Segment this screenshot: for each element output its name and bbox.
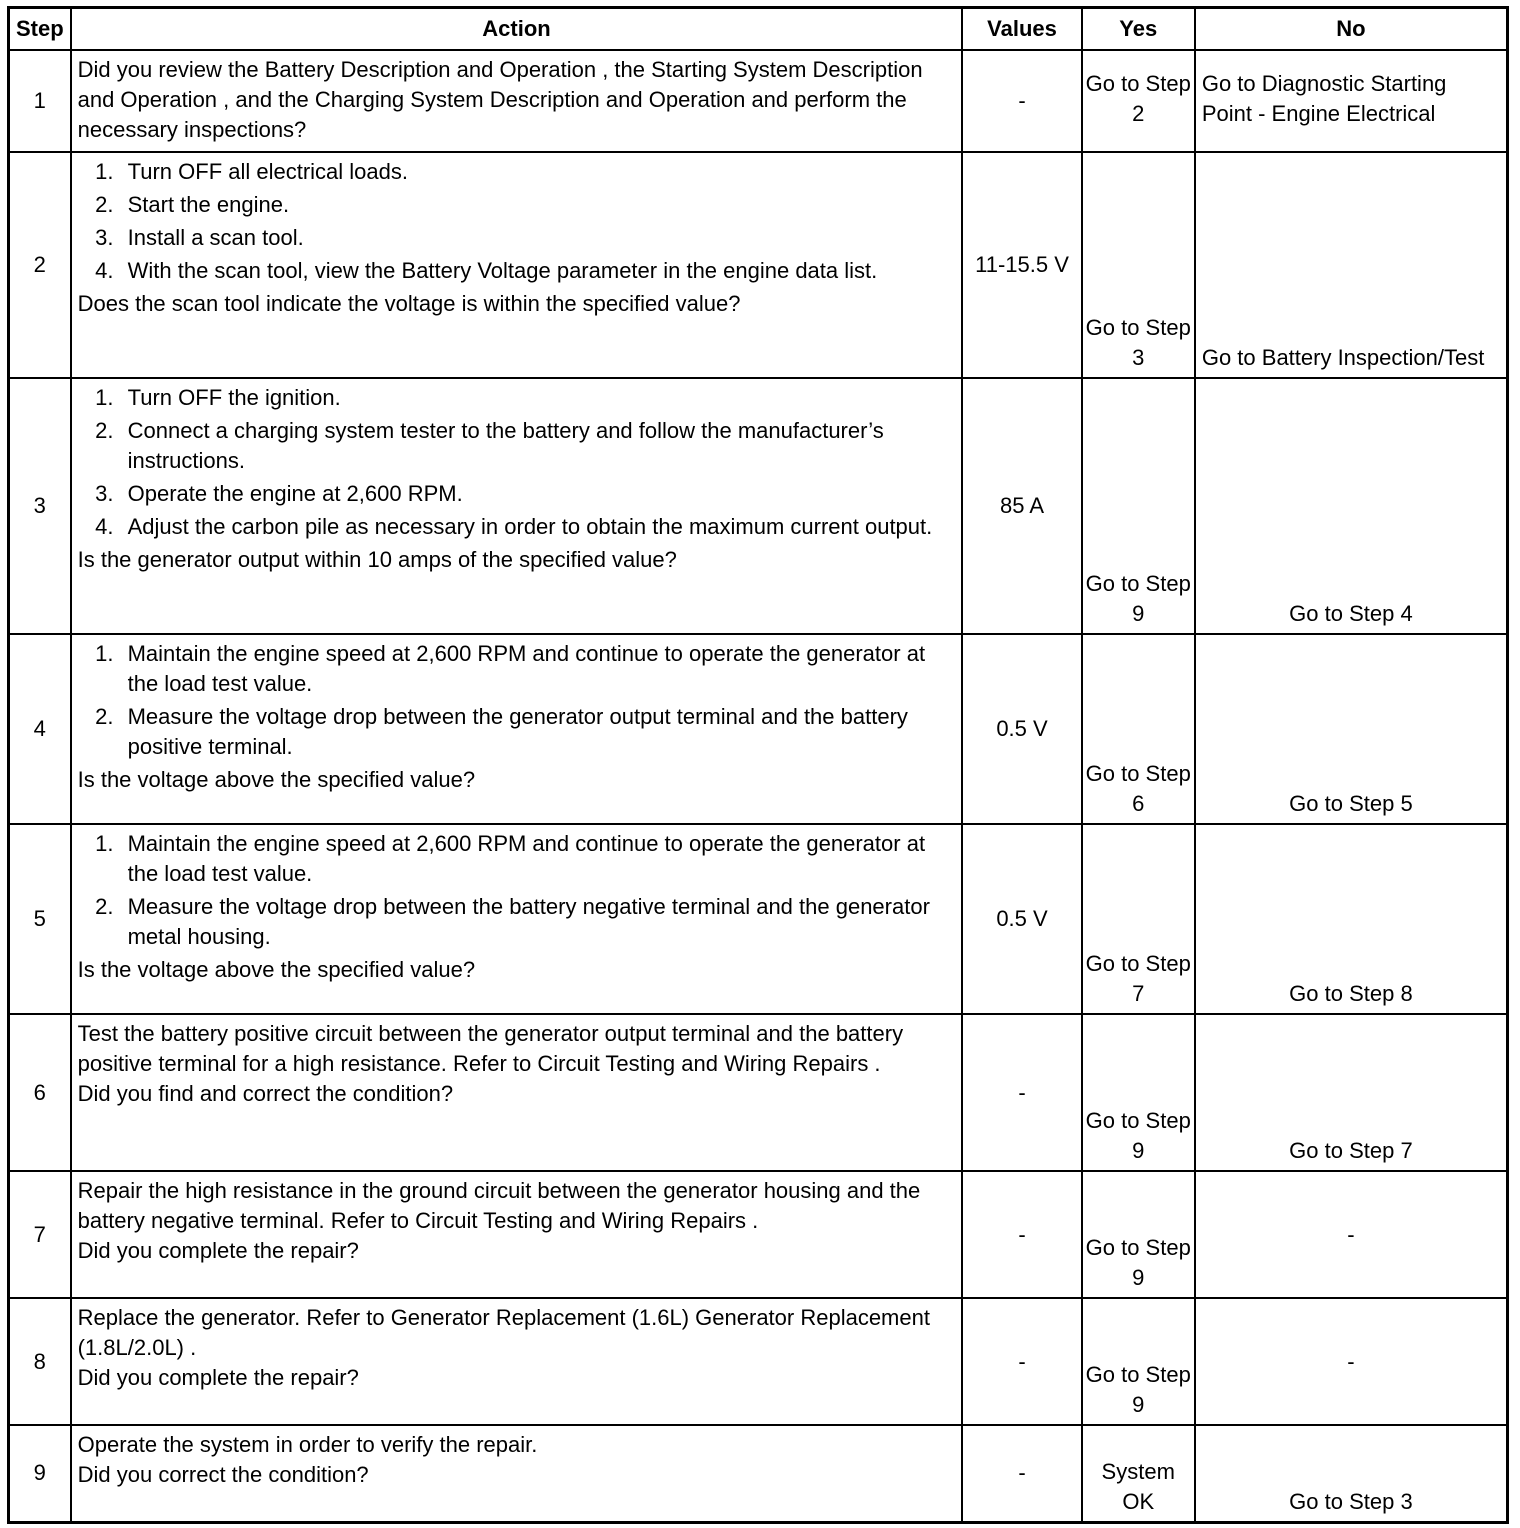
table-row <box>9 1171 1508 1298</box>
no-link[interactable]: Go to Step 7 <box>1195 1014 1508 1171</box>
table-row <box>9 1014 1508 1171</box>
question-text: Did you complete the repair? <box>77 1365 359 1390</box>
value-cell: 0.5 V <box>962 824 1081 1014</box>
question-text: Is the voltage above the specified value? <box>77 957 476 982</box>
action-text: Repair the high resistance in the ground circuit between the generator housing and the battery negative terminal. Refer to Circuit Testing and Wiring Repairs . <box>77 1178 921 1233</box>
procedure-step: 1. Maintain the engine speed at 2,600 RPM and continue to operate the generator at the load test value. <box>120 829 956 889</box>
action-cell <box>71 824 963 1014</box>
procedure-step: 4. Adjust the carbon pile as necessary in order to obtain the maximum current output. <box>120 512 956 542</box>
value-cell: - <box>962 1425 1081 1522</box>
procedure-list <box>78 639 956 762</box>
yes-link[interactable]: Go to Step 9 <box>1082 1171 1195 1298</box>
value-cell: - <box>962 1298 1081 1425</box>
step-number: 8 <box>9 1298 71 1425</box>
header-row <box>9 8 1508 51</box>
procedure-step: 2. Measure the voltage drop between the battery negative terminal and the generator metal housing. <box>120 892 956 952</box>
question-text: Did you find and correct the condition? <box>77 1081 454 1106</box>
no-link[interactable]: Go to Step 5 <box>1195 634 1508 824</box>
no-value: - <box>1195 1171 1508 1298</box>
table-row <box>9 50 1508 152</box>
action-cell <box>71 50 963 152</box>
question-text: Did you complete the repair? <box>77 1238 359 1263</box>
table-row <box>9 824 1508 1014</box>
action-cell <box>71 1298 963 1425</box>
procedure-step: 4. With the scan tool, view the Battery Voltage parameter in the engine data list. <box>120 256 956 286</box>
step-number: 3 <box>9 378 71 634</box>
procedure-step: 3. Install a scan tool. <box>120 223 956 253</box>
table-row <box>9 152 1508 378</box>
action-text: Did you review the Battery Description and Operation , the Starting System Description and Operation , and the Charging System Description and Operation and perform the necessary inspections? <box>77 57 923 142</box>
question-text: Is the voltage above the specified value? <box>77 767 476 792</box>
procedure-step: 2. Connect a charging system tester to the battery and follow the manufacturer’s instructions. <box>120 416 956 476</box>
procedure-step: 1. Maintain the engine speed at 2,600 RPM and continue to operate the generator at the load test value. <box>120 639 956 699</box>
procedure-list <box>78 383 956 542</box>
yes-link[interactable]: Go to Step 7 <box>1082 824 1195 1014</box>
action-cell <box>71 378 963 634</box>
no-link[interactable]: Go to Step 4 <box>1195 378 1508 634</box>
procedure-step: 3. Operate the engine at 2,600 RPM. <box>120 479 956 509</box>
question-text: Does the scan tool indicate the voltage is within the specified value? <box>77 291 741 316</box>
no-value: - <box>1195 1298 1508 1425</box>
question-text: Is the generator output within 10 amps of the specified value? <box>77 547 677 572</box>
no-link[interactable]: Go to Battery Inspection/Test <box>1195 152 1508 378</box>
procedure-step: 1. Turn OFF all electrical loads. <box>120 157 956 187</box>
step-number: 1 <box>9 50 71 152</box>
yes-link[interactable]: Go to Step 9 <box>1082 1014 1195 1171</box>
step-number: 4 <box>9 634 71 824</box>
table-row <box>9 1425 1508 1522</box>
action-cell <box>71 1171 963 1298</box>
procedure-step: 2. Start the engine. <box>120 190 956 220</box>
step-number: 9 <box>9 1425 71 1522</box>
header-yes: Yes <box>1082 8 1195 51</box>
action-cell <box>71 634 963 824</box>
procedure-list <box>78 157 956 286</box>
value-cell: 85 A <box>962 378 1081 634</box>
action-cell <box>71 152 963 378</box>
action-text: Operate the system in order to verify the repair. <box>77 1432 538 1457</box>
header-step: Step <box>9 8 71 51</box>
step-number: 6 <box>9 1014 71 1171</box>
value-cell: 11-15.5 V <box>962 152 1081 378</box>
header-values: Values <box>962 8 1081 51</box>
yes-link[interactable]: Go to Step 2 <box>1082 50 1195 152</box>
question-text: Did you correct the condition? <box>77 1462 369 1487</box>
no-link[interactable]: Go to Diagnostic Starting Point - Engine Electrical <box>1195 50 1508 152</box>
procedure-step: 1. Turn OFF the ignition. <box>120 383 956 413</box>
step-number: 2 <box>9 152 71 378</box>
table-row <box>9 634 1508 824</box>
value-cell: - <box>962 1171 1081 1298</box>
procedure-list <box>78 829 956 952</box>
yes-link[interactable]: Go to Step 3 <box>1082 152 1195 378</box>
value-cell: - <box>962 1014 1081 1171</box>
yes-link[interactable]: Go to Step 9 <box>1082 378 1195 634</box>
value-cell: - <box>962 50 1081 152</box>
action-text: Test the battery positive circuit between the generator output terminal and the battery positive terminal for a high resistance. Refer to Circuit Testing and Wiring Repairs . <box>77 1021 904 1076</box>
yes-link[interactable]: Go to Step 6 <box>1082 634 1195 824</box>
step-number: 7 <box>9 1171 71 1298</box>
action-text: Replace the generator. Refer to Generator Replacement (1.6L) Generator Replacement (1.8L/2.0L) . <box>77 1305 930 1360</box>
procedure-step: 2. Measure the voltage drop between the generator output terminal and the battery positive terminal. <box>120 702 956 762</box>
header-action: Action <box>71 8 963 51</box>
step-number: 5 <box>9 824 71 1014</box>
value-cell: 0.5 V <box>962 634 1081 824</box>
diagnostic-table <box>7 6 1509 1524</box>
no-link[interactable]: Go to Step 3 <box>1195 1425 1508 1522</box>
action-cell <box>71 1425 963 1522</box>
yes-link[interactable]: Go to Step 9 <box>1082 1298 1195 1425</box>
action-cell <box>71 1014 963 1171</box>
no-link[interactable]: Go to Step 8 <box>1195 824 1508 1014</box>
table-row <box>9 378 1508 634</box>
table-row <box>9 1298 1508 1425</box>
yes-link[interactable]: System OK <box>1082 1425 1195 1522</box>
header-no: No <box>1195 8 1508 51</box>
